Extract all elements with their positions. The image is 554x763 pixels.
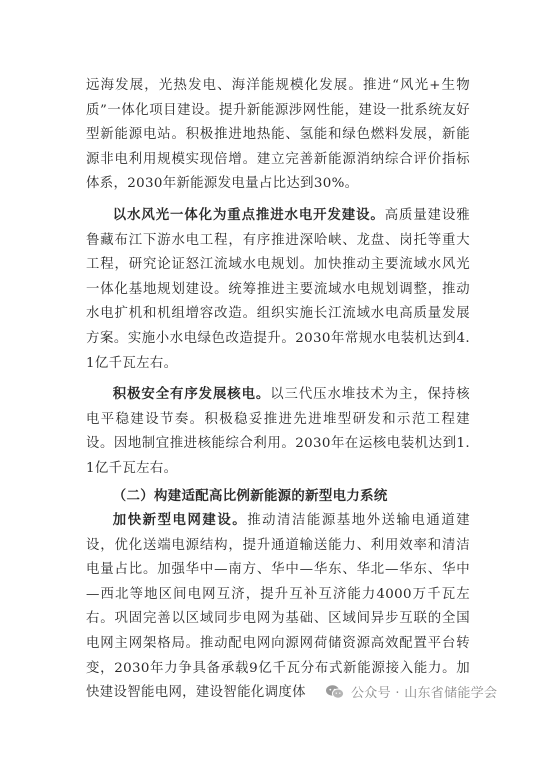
paragraph-lead: 积极安全有序发展核电。 [112,386,271,403]
paragraph-hydropower [86,203,470,376]
paragraph-text: 远海发展，光热发电、海洋能规模化发展。推进“风光+生物质”一体化项目建设。提升新能源涉网性能，建设一批系统友好型新能源电站。积极推进地热能、氢能和绿色燃料发展，新能源非电利用规模实现倍增。建立完善新能源消纳综合评价指标体系，2030年新能源发电量占比达到30%。 [86,78,470,192]
paragraph-text: 高质量建设雅鲁藏布江下游水电工程，有序推进深哈峡、龙盘、岗托等重大工程，研究论证怒江流域水电规划。加快推动主要流域水风光一体化基地规划建设。统筹推进主要流域水电规划调整，推动水电扩机和机组增容改造。组织实施长江流域水电高质量发展方案。实施小水电绿色改造提升。2030年常规水电装机达到4.1亿千瓦左右。 [86,207,470,371]
document-page [86,74,470,706]
paragraph-lead: 加快新型电网建设。 [112,512,248,529]
section-heading: （二）构建适配高比例新能源的新型电力系统 [112,487,388,504]
paragraph-text: 推动清洁能源基地外送输电通道建设，优化送端电源结构，提升通道输送能力、利用效率和清洁电量占比。加强华中—南方、华中—华东、华北—华东、华中—西北等地区间电网互济，提升互补互济能力4000万千瓦左右。巩固完善以区域同步电网为基础、区域间异步互联的全国电网主网架格局。推动配电网向源网荷储资源高效配置平台转变，2030年力争具备承载9亿千瓦分布式新能源接入能力。加快建设智能电网，建设智能化调度体 [86,513,471,701]
watermark [325,682,497,701]
paragraph-power-grid [86,508,470,706]
watermark-text: 公众号 · 山东省储能学会 [351,686,498,701]
wechat-icon [325,684,345,700]
paragraph-lead: 以水风光一体化为重点推进水电开发建设。 [112,206,385,223]
paragraph-text: 以三代压水堆技术为主，保持核电平稳建设节奏。积极稳妥推进先进堆型研发和示范工程建设。因地制宜推进核能综合利用。2030年在运核电装机达到1.1亿千瓦左右。 [86,387,470,476]
paragraph-renewables-continued [86,74,470,197]
paragraph-nuclear [86,382,470,481]
